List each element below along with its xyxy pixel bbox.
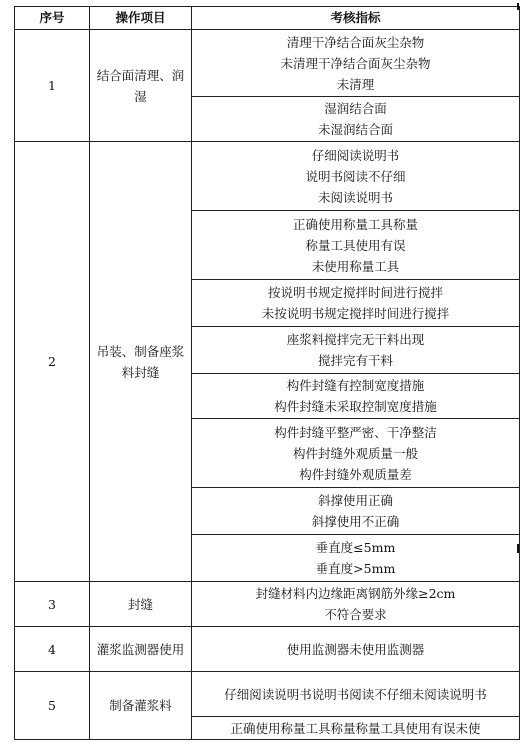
indicator-cell <box>192 327 520 374</box>
indicator-line: 未使用称量工具 <box>311 258 400 274</box>
indicator-line: 未湿润结合面 <box>317 122 393 137</box>
indicator-cell <box>192 627 520 672</box>
indicator-cell <box>192 717 520 740</box>
indicator-line: 不符合要求 <box>324 607 387 622</box>
table-row <box>15 582 520 627</box>
indicator-cell <box>192 30 520 97</box>
indicator-line: 正确使用称量工具称量 <box>292 216 418 232</box>
indicator-line: 仔细阅读说明书 <box>311 147 400 163</box>
indicator-line: 封缝材料内边缘距离钢筋外缘≥2cm <box>255 586 456 601</box>
header-item: 操作项目 <box>90 7 192 30</box>
indicator-line: 搅拌完有干料 <box>317 353 393 368</box>
row-no: 3 <box>15 582 90 627</box>
indicator-line: 说明书阅读不仔细 <box>305 168 406 184</box>
indicator-cell <box>192 672 520 717</box>
indicator-cell <box>192 97 520 142</box>
indicator-line: 仔细阅读说明书说明书阅读不仔细未阅读说明书 <box>224 686 487 702</box>
assessment-table <box>14 6 520 740</box>
indicator-cell <box>192 374 520 419</box>
indicator-line: 构件封缝外观质量差 <box>299 466 412 482</box>
indicator-line: 未阅读说明书 <box>317 189 393 205</box>
row-item: 封缝 <box>90 582 192 627</box>
indicator-line: 未清理干净结合面灰尘杂物 <box>280 55 431 71</box>
table-row <box>15 142 520 211</box>
row-item: 制备灌浆料 <box>90 672 192 740</box>
indicator-line: 清理干净结合面灰尘杂物 <box>286 34 425 50</box>
row-item: 结合面清理、润湿 <box>90 30 192 142</box>
table-row <box>15 30 520 97</box>
indicator-cell <box>192 280 520 327</box>
row-no: 2 <box>15 142 90 582</box>
indicator-line: 湿润结合面 <box>324 101 387 116</box>
indicator-cell <box>192 582 520 627</box>
indicator-cell <box>192 535 520 582</box>
row-item: 吊装、制备座浆料封缝 <box>90 142 192 582</box>
header-no: 序号 <box>15 7 90 30</box>
indicator-cell <box>192 419 520 488</box>
table-header-row <box>15 7 520 30</box>
row-no: 1 <box>15 30 90 142</box>
indicator-line: 使用监测器未使用监测器 <box>286 641 425 657</box>
indicator-line: 未按说明书规定搅拌时间进行搅拌 <box>261 306 450 321</box>
row-no: 4 <box>15 627 90 672</box>
indicator-line: 构件封缝未采取控制宽度措施 <box>274 399 437 414</box>
row-no: 5 <box>15 672 90 740</box>
indicator-cell <box>192 211 520 280</box>
indicator-line: 按说明书规定搅拌时间进行搅拌 <box>267 285 443 300</box>
indicator-line: 斜撑使用正确 <box>317 493 393 508</box>
indicator-line: 构件封缝有控制宽度措施 <box>286 378 425 393</box>
indicator-line: 未清理 <box>336 76 375 92</box>
indicator-line: 构件封缝平整严密、干净整洁 <box>274 424 437 440</box>
margin-mark <box>517 544 519 553</box>
indicator-line: 座浆料搅拌完无干料出现 <box>286 332 425 347</box>
indicator-line: 称量工具使用有误 <box>305 237 406 253</box>
indicator-line: 斜撑使用不正确 <box>311 514 400 529</box>
table-row <box>15 672 520 717</box>
indicator-cell <box>192 488 520 535</box>
row-item: 灌浆监测器使用 <box>90 627 192 672</box>
margin-mark <box>517 3 519 10</box>
indicator-line: 构件封缝外观质量一般 <box>292 445 418 461</box>
indicator-cell <box>192 142 520 211</box>
indicator-line: 正确使用称量工具称量称量工具使用有误未使 <box>230 720 481 736</box>
indicator-line: 垂直度≤5mm <box>315 540 396 555</box>
header-indicator: 考核指标 <box>192 7 520 30</box>
indicator-line: 垂直度>5mm <box>315 561 396 576</box>
table-row <box>15 627 520 672</box>
